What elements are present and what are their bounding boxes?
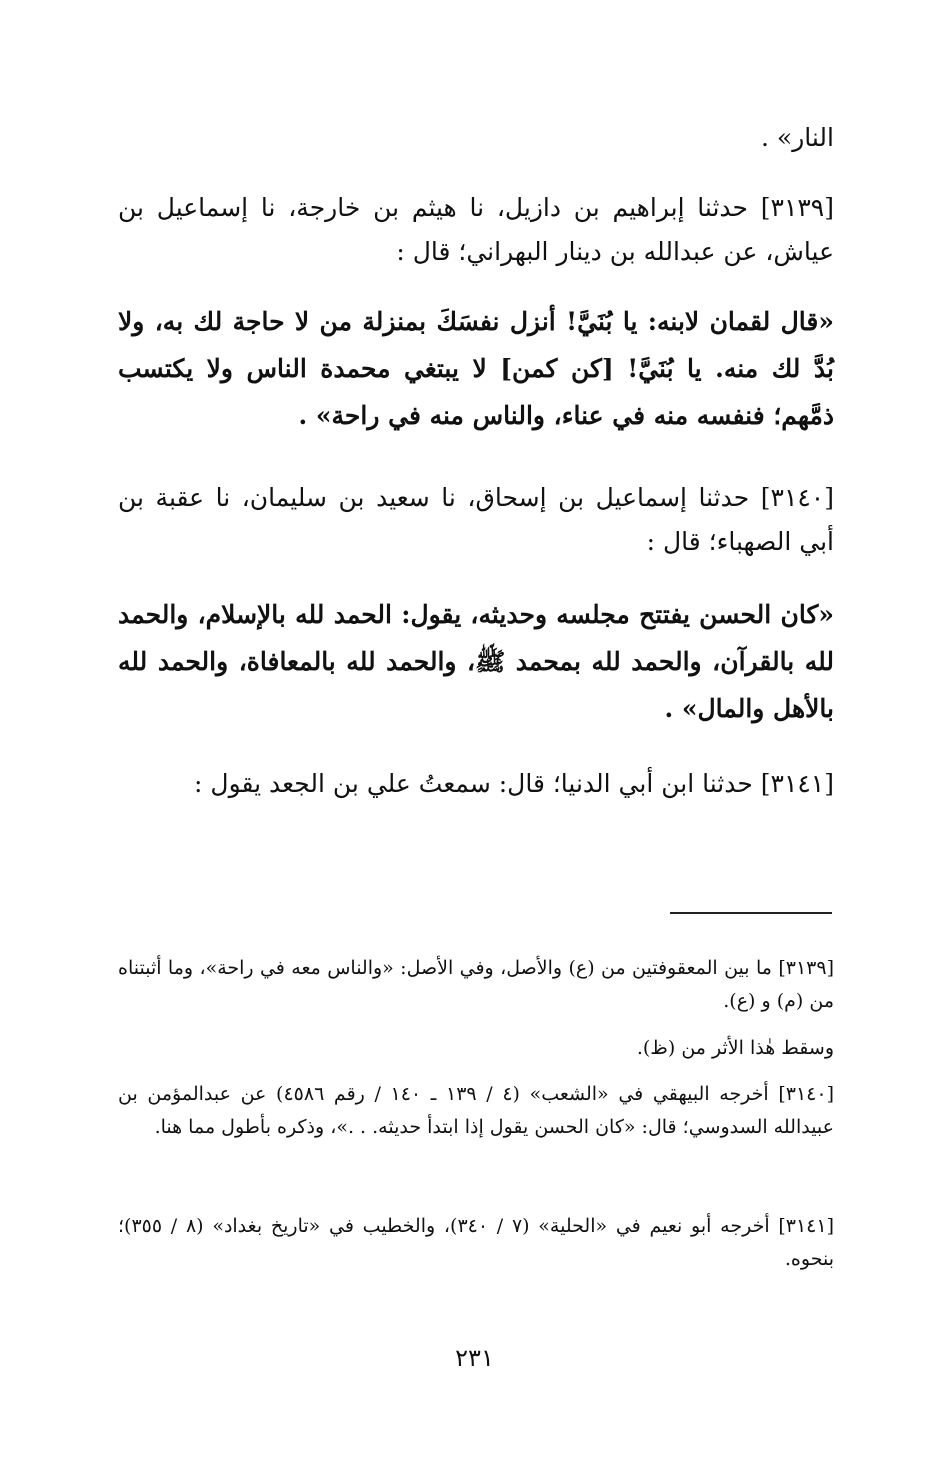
footnote-3140: [٣١٤٠] أخرجه البيهقي في «الشعب» (٤ / ١٣٩ ـ ١٤٠ / رقم ٤٥٨٦) عن عبدالمؤمن بن عبيدالله السدوسي؛ قال: «كان الحسن يقول إذا ابتدأ حديثه. . .»، وذكره بأطول مما هنا.	[118, 1083, 834, 1138]
quote-3139: «قال لقمان لابنه: يا بُنَيَّ! أنزل نفسَكَ بمنزلة من لا حاجة لك به، ولا بُدَّ لك منه. يا بُنَيَّ! [كن كمن] لا يبتغي محمدة الناس ولا يكتسب ذمَّهم؛ فنفسه منه في عناء، والناس منه في راحة» .	[118, 307, 834, 430]
isnad-3139: [٣١٣٩] حدثنا إبراهيم بن دازيل، نا هيثم بن خارجة، نا إسماعيل بن عياش، عن عبدالله بن دينار البهراني؛ قال :	[118, 193, 834, 266]
footnote-3141: [٣١٤١] أخرجه أبو نعيم في «الحلية» (٧ / ٣٤٠)، والخطيب في «تاريخ بغداد» (٨ / ٣٥٥)؛ بنحوه.	[118, 1215, 835, 1270]
page-number: ٢٣١	[455, 1344, 494, 1372]
footnote-3139: [٣١٣٩] ما بين المعقوفتين من (ع) والأصل، وفي الأصل: «والناس معه في راحة»، وما أثبتناه من (م) و (ع).	[118, 957, 834, 1012]
isnad-3141: [٣١٤١] حدثنا ابن أبي الدنيا؛ قال: سمعتُ علي بن الجعد يقول :	[194, 769, 834, 798]
footnote-3139-note: وسقط هٰذا الأثر من (ظ).	[636, 1037, 834, 1059]
footnote-separator	[670, 912, 832, 914]
quote-3140: «كان الحسن يفتتح مجلسه وحديثه، يقول: الحمد لله بالإسلام، والحمد لله بالقرآن، والحمد لله بمحمد ﷺ، والحمد لله بالمعافاة، والحمد لله بالأهل والمال» .	[118, 600, 834, 723]
isnad-3140: [٣١٤٠] حدثنا إسماعيل بن إسحاق، نا سعيد بن سليمان، نا عقبة بن أبي الصهباء؛ قال :	[118, 483, 834, 556]
continued-text: النار» .	[761, 123, 834, 152]
